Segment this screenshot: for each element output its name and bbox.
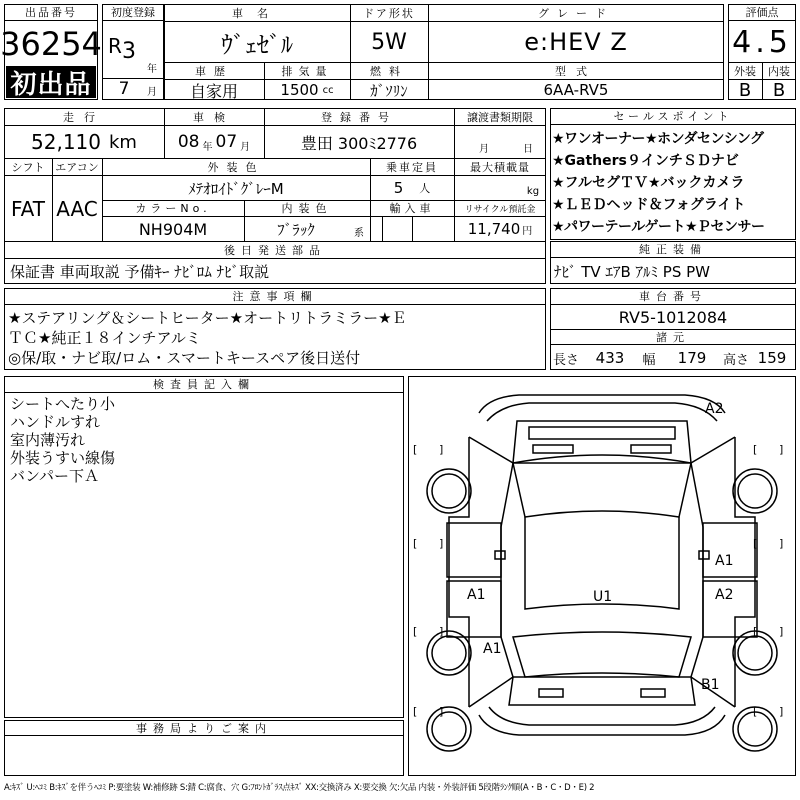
first-registration-month: 7 [118,79,130,99]
capacity [370,176,454,200]
sales-points-label: セールスポイント [550,108,796,125]
length: 433 [595,349,625,367]
damage-mark: A2 [715,587,734,603]
chassis-number: RV5-1012084 [618,307,728,327]
svg-text:[: [ [753,443,758,456]
shift-label: シフト [11,160,45,174]
inspector-line: バンパー下Ａ [10,466,99,485]
inspector-line: 外装うすい線傷 [10,448,116,467]
capacity-value: 5 [393,179,404,197]
inspector-label: 検査員記入欄 [4,376,404,393]
first-registration-year: 3 [122,38,136,64]
damage-mark: A1 [715,553,734,569]
height: 159 [757,349,787,367]
notes-label: 注意事項欄 [4,288,546,305]
shift: FAT [10,196,45,221]
standard-equipment: ﾅﾋﾞ TV ｴｱB ｱﾙﾐ PS PW [554,263,710,281]
svg-text:[: [ [413,625,418,638]
transfer-deadline-label: 譲渡書類期限 [467,110,533,124]
car-damage-diagram [409,377,795,775]
damage-mark: A2 [705,401,724,417]
fuel: ｶﾞｿﾘﾝ [370,81,408,100]
note-line: ＴＣ★純正１８インチアルミ [8,329,201,347]
color-no: NH904M [138,219,208,239]
legend-line: A:ｷｽﾞ U:ﾍｺﾐ B:ｷｽﾞを伴うﾍｺﾐ P:要塗装 W:補修跡 S:錆 C:腐食、穴 G:ﾌﾛﾝﾄｶﾞﾗｽ点ｷｽﾞ XX:交換済み X:要交換 欠:欠品 内装・外装評価 5段階ﾗﾝｸ順(A・B・C・D・E) 2 [4,783,595,793]
svg-text:[: [ [753,705,758,718]
max-load-label: 最大積載量 [470,160,530,174]
svg-text:]: ] [439,625,444,638]
mileage [4,126,164,158]
svg-text:]: ] [779,537,784,550]
svg-text:[: [ [753,537,758,550]
transfer-day-unit: 日 [523,143,533,155]
office-label: 事務局よりご案内 [4,720,404,736]
mileage-unit: km [109,131,137,153]
lot-number-label: 出品番号 [4,4,98,21]
length-label: 長さ [552,352,579,368]
sales-point-line: ★Gathers９インチＳＤナビ [552,153,739,169]
car-name: ｳﾞｪｾﾞﾙ [221,30,293,59]
svg-text:[: [ [753,625,758,638]
capacity-label: 乗車定員 [386,160,438,174]
chassis-label: 車台番号 [550,288,796,305]
inspection-expiry [164,126,264,158]
month-unit: 月 [147,86,157,98]
inspection-year: 08 [177,132,200,152]
aircon: AAC [56,196,98,221]
max-load-unit: kg [526,185,540,197]
svg-text:]: ] [439,537,444,550]
sales-point-line: ★フルセグＴＶ★バックカメラ [552,175,745,191]
lot-number: 36254 [0,25,102,63]
recycle-label: リサイクル預託金 [464,204,536,215]
width-label: 幅 [642,352,656,368]
interior-color: ﾌﾞﾗｯｸ [277,220,315,239]
model-label: 型式 [555,64,597,78]
inspector-line: ハンドルすれ [10,412,101,431]
later-parts-label: 後日発送部品 [224,243,326,257]
model-code: 6AA-RV5 [543,81,609,99]
grade: e:HEV Z [524,28,628,56]
damage-mark: U1 [593,589,613,605]
aircon-label: エアコン [55,160,99,174]
svg-text:]: ] [439,443,444,456]
year-unit: 年 [147,63,157,75]
displacement-unit: cc [322,84,334,96]
exterior-color-label: 外装色 [207,160,265,174]
first-registration-label: 初度登録 [102,4,164,21]
score-label: 評価点 [728,4,796,21]
height-label: 高さ [722,352,749,368]
svg-text:]: ] [779,625,784,638]
exterior-grade-label: 外装 [734,64,756,78]
mileage-value: 52,110 [31,130,101,154]
standard-equipment-label: 純正装備 [550,241,796,258]
damage-mark: A1 [467,587,486,603]
era-letter: R [108,34,122,58]
damage-mark: B1 [701,677,720,693]
svg-text:[: [ [413,443,418,456]
exterior-color: ﾒﾃｵﾛｲﾄﾞｸﾞﾚｰM [188,179,284,198]
svg-text:]: ] [779,443,784,456]
displacement-value: 1500 [280,81,319,99]
interior-color-label: 内装色 [281,202,333,215]
door-label: ドア形状 [363,6,415,20]
inspection-label: 車検 [193,110,235,124]
registration-number: 豊田 300ﾐ2776 [300,133,418,153]
history: 自家用 [189,81,238,101]
note-line: ◎保/取・ナビ取/ロム・スマートキースペア後日送付 [8,349,361,367]
inspector-line: 室内薄汚れ [10,430,86,449]
note-line: ★ステアリング＆シートヒーター★オートリトラミラー★Ｅ [8,309,407,327]
recycle-fee [454,217,546,241]
exterior-grade: B [738,79,752,101]
color-no-label: カラーNo. [135,202,211,215]
door-type: 5W [371,29,407,55]
car-name-label: 車名 [232,6,282,20]
svg-text:]: ] [439,705,444,718]
interior-grade-label: 内装 [768,64,790,78]
import-label: 輸入車 [389,202,435,215]
inspection-month: 07 [215,132,238,152]
later-parts: 保証書 車両取説 予備ｷｰ ﾅﾋﾞﾛﾑ ﾅﾋﾞ取説 [10,263,270,281]
svg-text:[: [ [413,537,418,550]
width: 179 [677,349,707,367]
recycle-value: 11,740 [467,220,521,238]
dimensions-label: 諸元 [550,329,796,345]
overall-score: 4.5 [732,24,792,60]
svg-text:[: [ [413,705,418,718]
fuel-label: 燃料 [370,64,408,78]
transfer-month-unit: 月 [479,143,489,155]
mileage-label: 走行 [63,110,105,124]
interior-color-suffix: 系 [354,227,364,239]
inspection-year-unit: 年 [202,141,213,153]
sales-point-line: ★ＬＥＤヘッド＆フォグライト [552,197,746,213]
capacity-unit: 人 [419,182,431,195]
svg-text:]: ] [779,705,784,718]
history-label: 車歴 [195,64,233,78]
sales-point-line: ★パワーテールゲート★Ｐセンサー [552,219,765,235]
first-listing-badge: 初出品 [6,66,96,98]
registration-label: 登録番号 [321,110,397,124]
sales-point-line: ★ワンオーナー★ホンダセンシング [552,131,764,147]
recycle-unit: 円 [522,225,533,237]
displacement [264,80,350,100]
damage-mark: A1 [483,641,502,657]
inspector-line: シートへたり小 [10,394,116,413]
inspection-month-unit: 月 [240,141,251,153]
displacement-label: 排気量 [281,64,333,78]
grade-label: グレード [538,6,614,20]
interior-grade: B [772,79,786,101]
